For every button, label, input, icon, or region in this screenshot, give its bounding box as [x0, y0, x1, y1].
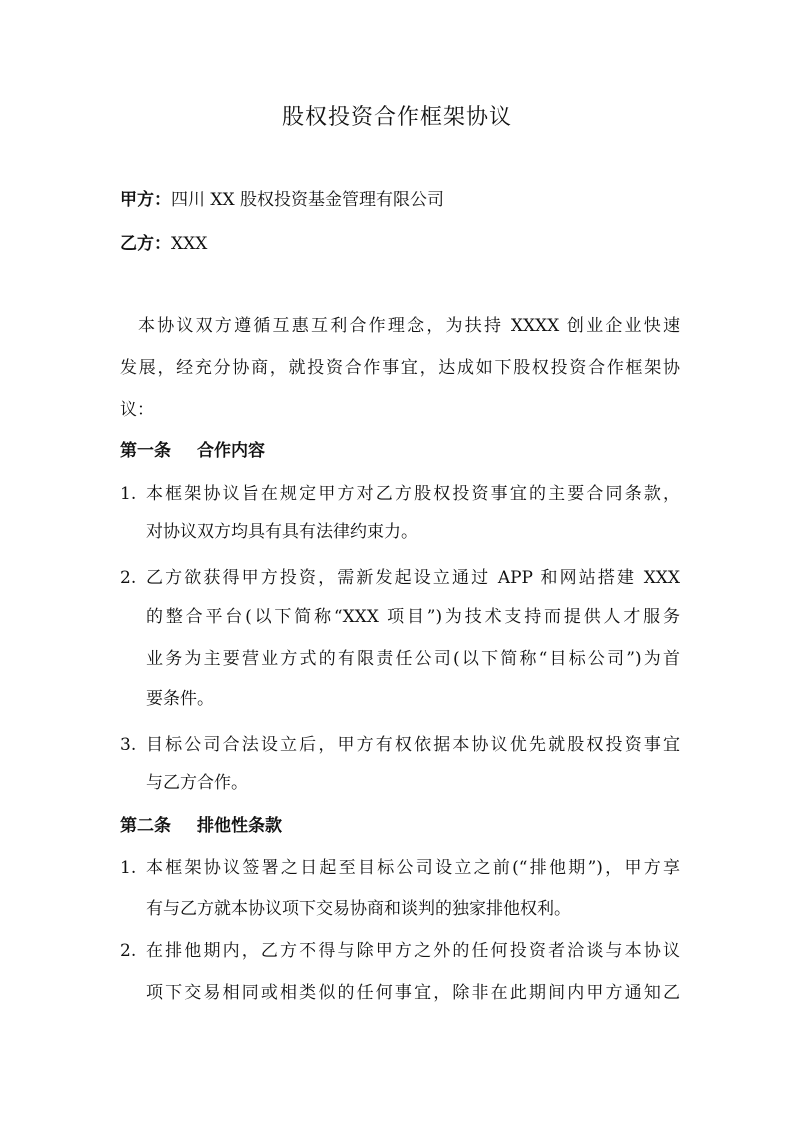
article-heading [120, 814, 680, 838]
item-line: 在排他期内，乙方不得与除甲方之外的任何投资者洽谈与本协议 [146, 941, 680, 961]
article-title: 排他性条款 [197, 816, 282, 836]
intro-line: 本协议双方遵循互惠互利合作理念，为扶持 XXXX 创业企业快速 [138, 316, 680, 336]
item-number: 1. [120, 858, 137, 878]
item-line: 对协议双方均具有具有法律约束力。 [146, 522, 418, 542]
party-a-value: 四川 XX 股权投资基金管理有限公司 [171, 190, 445, 210]
article-number: 第二条 [120, 816, 171, 836]
item-line: 有与乙方就本协议项下交易协商和谈判的独家排他权利。 [146, 899, 571, 919]
article-number: 第一条 [120, 441, 171, 461]
item-line: 乙方欲获得甲方投资，需新发起设立通过 APP 和网站搭建 XXX [146, 568, 680, 588]
item-number: 3. [120, 735, 137, 755]
intro-line: 发展，经充分协商，就投资合作事宜，达成如下股权投资合作框架协 [120, 358, 680, 378]
party-b-line [120, 232, 680, 256]
item-line: 的整合平台(以下简称“XXX 项目”)为技术支持而提供人才服务 [146, 607, 680, 627]
item-line: 目标公司合法设立后，甲方有权依据本协议优先就股权投资事宜 [146, 735, 680, 755]
party-b-value: XXX [171, 234, 208, 254]
article-heading [120, 439, 680, 463]
document-title: 股权投资合作框架协议 [281, 105, 512, 130]
item-number: 1. [120, 484, 137, 504]
item-line: 本框架协议旨在规定甲方对乙方股权投资事宜的主要合同条款， [146, 484, 680, 504]
item-line: 业务为主要营业方式的有限责任公司(以下简称“目标公司”)为首 [146, 649, 680, 669]
item-line: 与乙方合作。 [146, 773, 248, 793]
item-line: 本框架协议签署之日起至目标公司设立之前(“排他期”)，甲方享 [146, 858, 680, 878]
party-a-line [120, 188, 680, 212]
intro-line: 议： [120, 400, 154, 420]
item-line: 要条件。 [146, 689, 214, 709]
item-number: 2. [120, 568, 137, 588]
party-b-label: 乙方： [120, 234, 171, 254]
party-a-label: 甲方： [120, 190, 171, 210]
item-number: 2. [120, 941, 137, 961]
article-title: 合作内容 [197, 441, 265, 461]
item-line: 项下交易相同或相类似的任何事宜，除非在此期间内甲方通知乙 [146, 983, 680, 1003]
